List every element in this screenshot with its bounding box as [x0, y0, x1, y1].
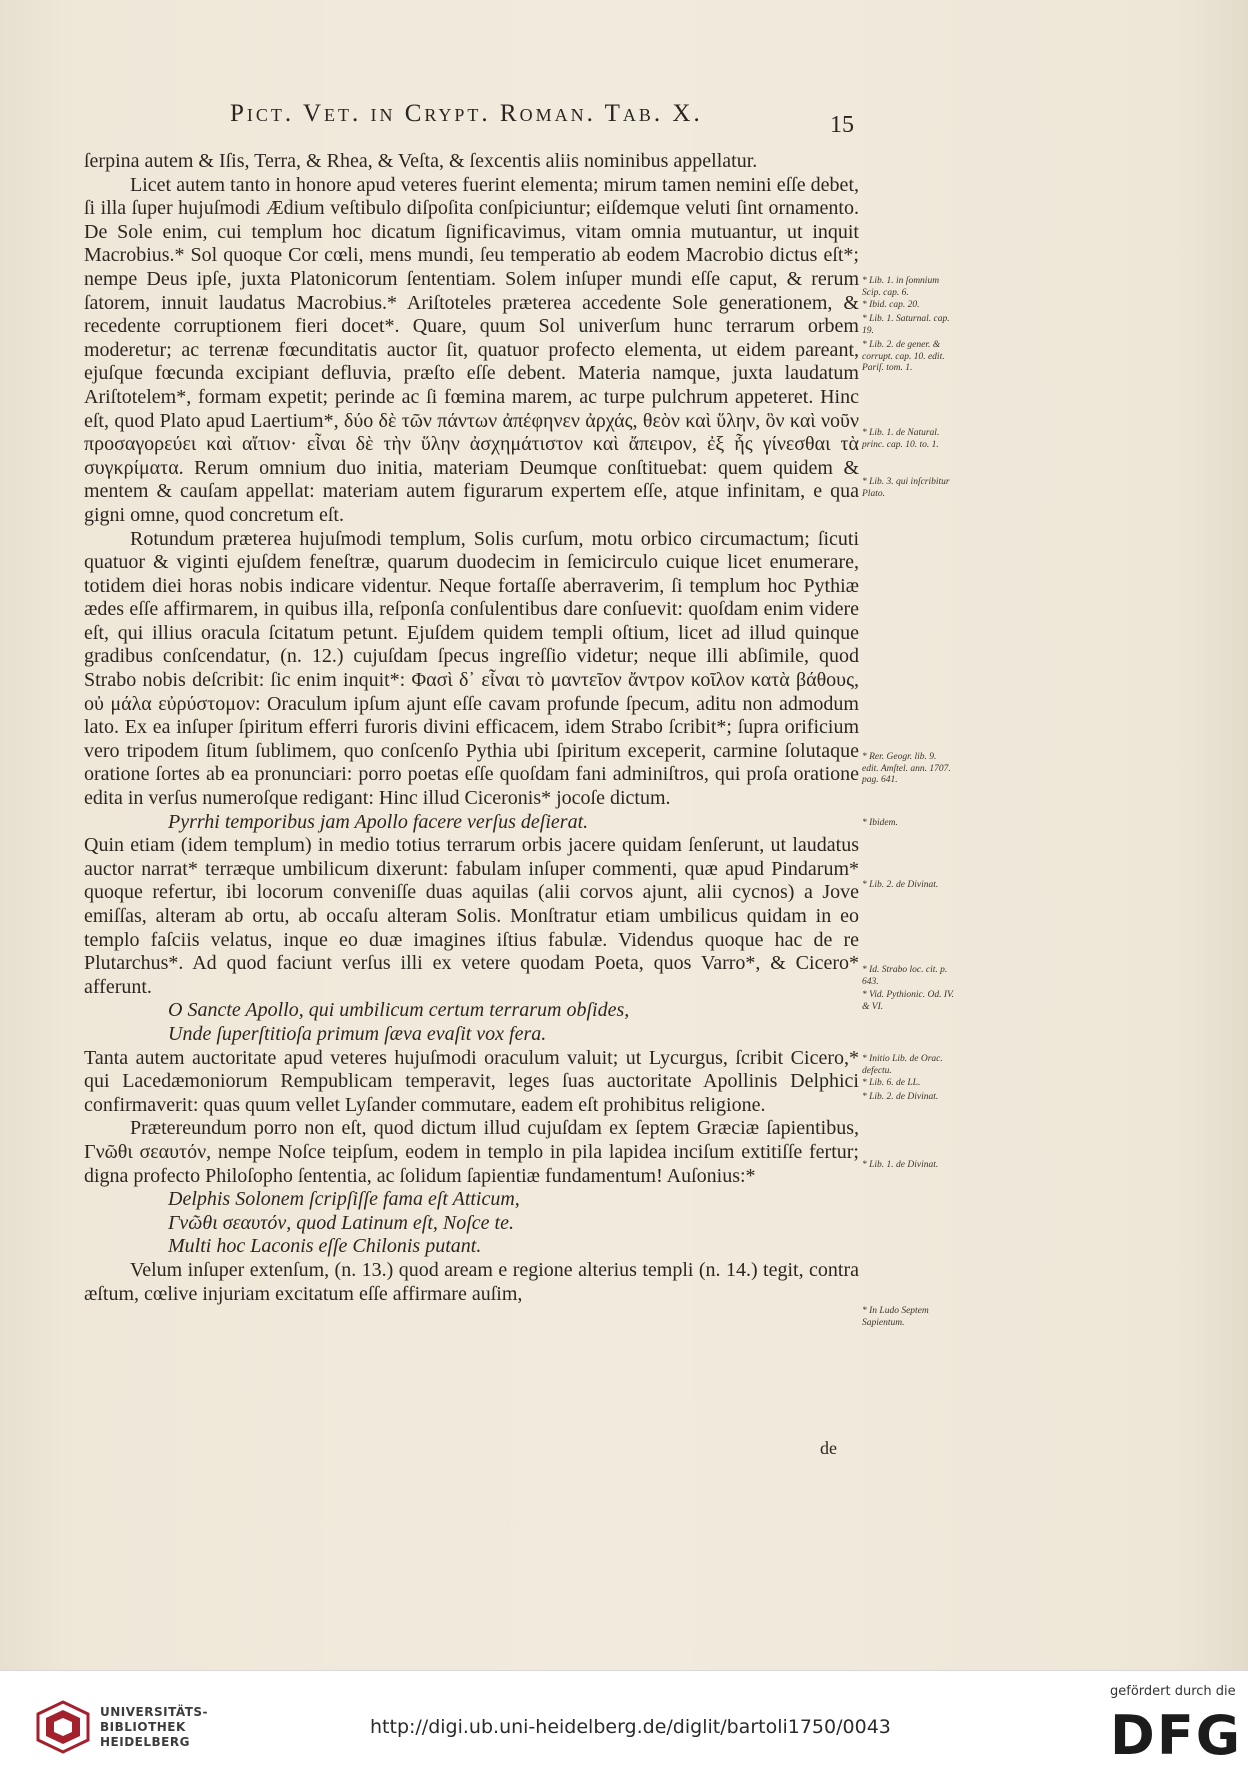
paragraph: Rotundum præterea hujuſmodi templum, Solis curſum, motu orbico circumactum; ſicuti quatuor & viginti ejuſdem feneſtræ, quarum duodecim in ſemicirculo cuique licet enumerare, totidem diei horas nobis indicare videntur. Neque fortaſſe aberraverim, ſi templum hoc Pythiæ ædes eſſe affirmarem, in quibus illa, reſponſa conſulentibus dare conſuevit: quoſdam enim videre eſt, qui illius oracula ſcitatum petunt. Ejuſdem quidem templi oſtium, licet ad illud quinque gradibus conſcendatur, (n. 12.) cujuſdam ſpecus ingreſſio videtur; neque illi abſimile, quod Strabo nobis deſcribit: ſic enim inquit*: Φασὶ δ᾽ εἶναι τὸ μαντεῖον ἄντρον κοῖλον κατὰ βάθους, οὐ μάλα εὐρύστομον: Oraculum ipſum ajunt eſſe cavam profunde ſpecum, aditu non admodum lato. Ex ea inſuper ſpiritum efferri furoris divini efficacem, idem Strabo ſcribit*; ſupra orificium vero tripodem ſitum ſublimem, quo conſcenſo Pythia ubi ſpiritum exceperit, carmine ſolutaque oratione ſortes ab ea pronunciari: porro poetas eſſe quoſdam fani adminiſtros, qui proſa oratione edita in verſus numeroſque redigant: Hinc illud Ciceronis* jocoſe dictum.	[84, 527, 859, 810]
verse-line: Unde ſuperſtitioſa primum ſæva evaſit vox fera.	[168, 1022, 547, 1045]
library-name: HEIDELBERG	[100, 1735, 190, 1749]
margin-note: * Lib. 2. de Divinat.	[862, 1092, 939, 1102]
margin-note: * Ibidem.	[862, 818, 898, 828]
running-title: Pict. Vet. in Crypt. Roman. Tab. X.	[230, 100, 703, 127]
permalink-url[interactable]: http://digi.ub.uni-heidelberg.de/diglit/bartoli1750/0043	[370, 1716, 891, 1738]
margin-note: * Id. Strabo loc. cit. p. 643.	[862, 965, 948, 987]
library-logo-icon	[36, 1700, 90, 1754]
margin-note: * Lib. 1. Saturnal. cap. 19.	[862, 314, 950, 336]
margin-note: * Lib. 1. de Divinat.	[862, 1160, 939, 1170]
paragraph: Licet autem tanto in honore apud veteres fuerint elementa; mirum tamen nemini eſſe debet, ſi illa ſuper hujuſmodi Ædium veſtibulo diſpoſita conſpiciuntur; eiſdemque veluti ſint ornamento. De Sole enim, cui templum hoc dicatum ſignificavimus, vitam omnia mutuantur, ut inquit Macrobius.* Sol quoque Cor cœli, mens mundi, ſeu temperatio ab eodem Macrobio dictus eſt*; nempe Deus ipſe, juxta Platonicorum ſententiam. Solem inſuper mundi eſſe caput, & rerum ſatorem, innuit laudatus Macrobius.* Ariſtoteles præterea accedente Sole generationem, & recedente corruptionem fieri docet*. Quare, quum Sol univerſum hunc terrarum orbem moderetur; ac terrenæ fœcunditatis auctor ſit, quatuor profecto elementa, ut eidem pareant, ejuſque fœcunda excipiant defluvia, præſto eſſe debent. Materia namque, juxta laudatum Ariſtotelem*, formam expetit; perinde ac ſi fœmina marem, ac turpe pulchrum appeteret. Hinc eſt, quod Plato apud Laertium*, δύο δὲ τῶν πάντων ἀπέφηνεν ἀρχάς, θεὸν καὶ ὕλην, ὃν καὶ νοῦν προσαγορεύει καὶ αἴτιον· εἶναι δὲ τὴν ὕλην ἀσχημάτιστον καὶ ἄπειρον, ἐξ ἧς γίνεσθαι τὰ συγκρίματα. Rerum omnium duo initia, materiam Deumque conſtituebat: quem quidem & mentem & cauſam appellat: materiam autem figurarum expertem eſſe, atque infinitam, e qua gigni omne, quod concretum eſt.	[84, 173, 859, 526]
margin-note: * Lib. 6. de LL.	[862, 1078, 921, 1088]
paragraph: Prætereundum porro non eſt, quod dictum illud cujuſdam ex ſeptem Græciæ ſapientibus, Γνῶθι σεαυτόν, nempe Noſce teipſum, eodem in templo in pila lapidea inciſum extitiſſe fertur; digna profecto Philoſopho ſententia, ac ſolidum ſapientiæ fundamentum! Auſonius:*	[84, 1117, 859, 1187]
library-name: UNIVERSITÄTS-	[100, 1705, 209, 1719]
margin-note: * In Ludo Septem Sapientum.	[862, 1306, 929, 1328]
funding-note: gefördert durch die	[1110, 1684, 1236, 1699]
margin-note: * Ibid. cap. 20.	[862, 300, 920, 310]
margin-note: * Vid. Pythionic. Od. IV. & VI.	[862, 990, 954, 1012]
catchword: de	[820, 1438, 837, 1458]
margin-note: * Rer. Geogr. lib. 9. edit. Amſtel. ann. 1707. pag. 641.	[862, 752, 951, 785]
paragraph: Velum inſuper extenſum, (n. 13.) quod aream e regione alterius templi (n. 14.) tegit, contra æſtum, cœlive injuriam excitatum eſſe affirmare auſim,	[84, 1258, 859, 1305]
margin-note: * Initio Lib. de Orac. defectu.	[862, 1054, 943, 1076]
margin-note: * Lib. 2. de Divinat.	[862, 880, 939, 890]
verse-line: Delphis Solonem ſcripſiſſe fama eſt Atticum,	[168, 1188, 520, 1211]
margin-note: * Lib. 1. de Natural. princ. cap. 10. to. 1.	[862, 428, 940, 450]
paragraph: Tanta autem auctoritate apud veteres hujuſmodi oraculum valuit; ut Lycurgus, ſcribit Cicero,* qui Lacedæmoniorum Rempublicam temperavit, leges ſuas auctoritate Apollinis Delphici confirmaverit: quas quum vellet Lyſander commutare, eadem eſt prohibitus religione.	[84, 1046, 859, 1116]
margin-note: * Lib. 1. in ſomnium Scip. cap. 6.	[862, 276, 940, 298]
verse-line: O Sancte Apollo, qui umbilicum certum terrarum obſides,	[168, 999, 630, 1022]
paragraph: Quin etiam (idem templum) in medio totius terrarum orbis jacere quidam ſenſerunt, ut laudatus auctor narrat* terræque umbilicum dixerunt: fabulam inſuper commenti, quæ apud Pindarum* quoque refertur, ibi locorum conveniſſe duas aquilas (alii corvos ajunt, alii cycnos) a Jove emiſſas, alteram ab ortu, ab occaſu alteram Solis. Monſtratur etiam umbilicus quidam in eo templo faſciis velatus, inque eo duæ imagines iſtius fabulæ. Videndus quoque hac de re Plutarchus*. Ad quod faciunt verſus illi ex vetere quodam Poeta, quos Varro*, & Cicero* afferunt.	[84, 834, 859, 998]
library-name: BIBLIOTHEK	[100, 1720, 186, 1734]
paragraph: ſerpina autem & Iſis, Terra, & Rhea, & Veſta, & ſexcentis aliis nominibus appellatur.	[84, 150, 758, 172]
verse-line: Pyrrhi temporibus jam Apollo facere verſus deſierat.	[168, 810, 589, 833]
dfg-logo: DFG	[1110, 1704, 1243, 1767]
page-number: 15	[830, 112, 854, 138]
margin-note: * Lib. 3. qui inſcribitur Plato.	[862, 477, 950, 499]
verse-line: Γνῶθι σεαυτόν, quod Latinum eſt, Noſce te.	[168, 1211, 514, 1234]
verse-line: Multi hoc Laconis eſſe Chilonis putant.	[168, 1235, 482, 1258]
margin-note: * Lib. 2. de gener. & corrupt. cap. 10. edit. Pariſ. tom. 1.	[862, 340, 945, 373]
main-text	[84, 150, 859, 1306]
